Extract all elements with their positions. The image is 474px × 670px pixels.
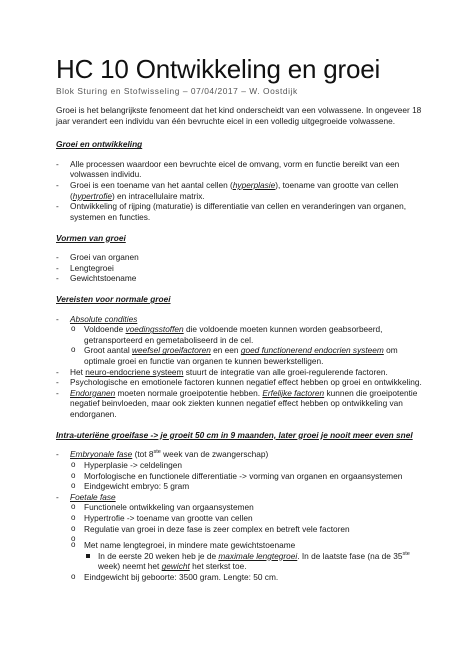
term-neuro-endocriene-systeem: neuro-endocriene systeem xyxy=(85,366,184,377)
term-voedingsstoffen: voedingsstoffen xyxy=(125,324,184,335)
list-item-text: Psychologische en emotionele factoren kunnen negatief effect hebben op groei en ontwikkeling. xyxy=(70,377,422,388)
bullet-list xyxy=(56,252,430,284)
list-item-text: week van de zwangerschap) xyxy=(160,449,269,460)
list-item xyxy=(56,449,430,491)
list-item-text: en een xyxy=(210,345,241,356)
sub-list-item xyxy=(70,324,430,345)
sub-list-item xyxy=(70,460,430,471)
list-item xyxy=(56,201,430,222)
list-item-text: Functionele ontwikkeling van orgaansystemen xyxy=(84,502,254,513)
list-item xyxy=(56,159,430,180)
list-item-text: In de eerste 20 weken heb je de xyxy=(98,550,219,561)
page-subtitle: Blok Sturing en Stofwisseling – 07/04/2017 – W. Oostdijk xyxy=(56,86,298,97)
term-erfelijke-factoren: Erfelijke factoren xyxy=(262,387,325,398)
list-item-text: Morfologische en functionele differentiatie -> vorming van organen en orgaansystemen xyxy=(84,470,403,481)
list-item-text: . In de laatste fase (na de 35 xyxy=(297,550,403,561)
list-item-text: ), toename van grootte van cellen ( xyxy=(70,180,399,201)
sub-list-item xyxy=(70,572,430,583)
list-item-text: Hyperplasie -> celdelingen xyxy=(84,459,183,470)
sub-sub-list xyxy=(84,551,430,572)
sub-list-item xyxy=(70,540,430,572)
list-item-text: Regulatie van groei in deze fase is zeer complex en betreft vele factoren xyxy=(84,523,350,534)
list-item xyxy=(56,180,430,201)
term-hypertrofie: hypertrofie xyxy=(72,190,112,201)
superscript: ste xyxy=(153,449,161,456)
term-endocrien-systeem: goed functionerend endocrien systeem xyxy=(240,345,384,356)
sub-list-item xyxy=(70,513,430,524)
term-maximale-lengtegroei: maximale lengtegroei xyxy=(218,550,298,561)
list-item-text: die voldoende moeten kunnen worden geabsorbeerd, getransporteerd en gemetaboliseerd in de cel. xyxy=(84,324,383,345)
term-weefsel-groeifactoren: weefsel groeifactoren xyxy=(131,345,211,356)
label-absolute-condities: Absolute condities xyxy=(70,313,138,324)
list-item-text: Met name lengtegroei, in mindere mate gewichtstoename xyxy=(84,540,296,551)
section-heading-vormen-van-groei: Vormen van groei xyxy=(56,232,126,243)
list-item-text: kunnen die groeipotentie negatief beinvloeden, maar ook ziekten kunnen negatief effect hebben op ontwikkeling van endorganen. xyxy=(70,387,418,420)
page-title: HC 10 Ontwikkeling en groei xyxy=(56,54,381,84)
list-item xyxy=(56,492,430,583)
term-gewicht: gewicht xyxy=(161,561,190,572)
bullet-list xyxy=(56,449,430,582)
section-heading-groei-ontwikkeling: Groei en ontwikkeling xyxy=(56,139,143,150)
bullet-list xyxy=(56,314,430,420)
list-item-text: (tot 8 xyxy=(132,449,154,460)
list-item-text: om optimale groei en functie van organen te kunnen bewerkstelligen. xyxy=(84,345,398,367)
list-item-text: Eindgewicht bij geboorte: 3500 gram. Lengte: 50 cm. xyxy=(84,571,279,582)
section-heading-vereisten: Vereisten voor normale groei xyxy=(56,293,171,304)
list-item-text: Gewichtstoename xyxy=(70,273,137,284)
sub-list xyxy=(70,460,430,492)
list-item-text: stuurt de integratie van alle groei-regulerende factoren. xyxy=(183,366,388,377)
list-item xyxy=(56,377,430,388)
list-item xyxy=(56,367,430,378)
list-item xyxy=(56,273,430,284)
list-item-text: het sterkst toe. xyxy=(189,561,247,572)
sub-list-item xyxy=(70,524,430,535)
list-item-text: Groei is een toename van het aantal cellen ( xyxy=(70,180,233,191)
sub-list-item xyxy=(70,502,430,513)
label-foetale-fase: Foetale fase xyxy=(70,491,116,502)
term-hyperplasie: hyperplasie xyxy=(232,180,276,191)
list-item-text: Eindgewicht embryo: 5 gram xyxy=(84,481,190,492)
sub-list-item xyxy=(70,481,430,492)
list-item-text: Lengtegroei xyxy=(70,262,114,273)
list-item-text: Groei van organen xyxy=(70,252,139,263)
sub-list xyxy=(70,324,430,366)
term-endorganen: Endorganen xyxy=(70,387,116,398)
list-item-text: ) en intracellulaire matrix. xyxy=(111,190,205,201)
sub-list-item xyxy=(70,471,430,482)
intro-paragraph: Groei is het belangrijkste fenomeent dat het kind onderscheidt van een volwassene. In ongeveer 18 jaar verandert een individu van één bevruchte eicel in een volledig uitgegroeide volwassene. xyxy=(56,105,422,126)
list-item xyxy=(56,263,430,274)
list-item-text: Alle processen waardoor een bevruchte eicel de omvang, vorm en functie bereikt van een volwassen individu. xyxy=(70,158,400,180)
label-embryonale-fase: Embryonale fase xyxy=(70,449,133,460)
bullet-list xyxy=(56,159,430,223)
list-item xyxy=(56,388,430,420)
sub-list-item xyxy=(70,345,430,366)
list-item xyxy=(56,314,430,367)
list-item-text: Hypertrofie -> toename van grootte van cellen xyxy=(84,512,253,523)
list-item xyxy=(56,252,430,263)
superscript: ste xyxy=(402,551,410,557)
list-item-text: Groot aantal xyxy=(84,345,132,356)
list-item-text: Het xyxy=(70,366,86,377)
sub-sub-list-item xyxy=(84,551,430,572)
list-item-text: week) neemt het xyxy=(98,561,162,572)
list-item-text: moeten normale groeipotentie hebben. xyxy=(115,387,263,398)
section-heading-intra-uterine: Intra-uteriëne groeifase -> je groeit 50 cm in 9 maanden, later groei je nooit meer even snel xyxy=(56,429,413,440)
list-item-text: Ontwikkeling of rijping (maturatie) is differentiatie van cellen en veranderingen van organen, systemen en functies. xyxy=(70,201,407,222)
list-item-text: Voldoende xyxy=(84,324,126,335)
sub-list xyxy=(70,502,430,582)
